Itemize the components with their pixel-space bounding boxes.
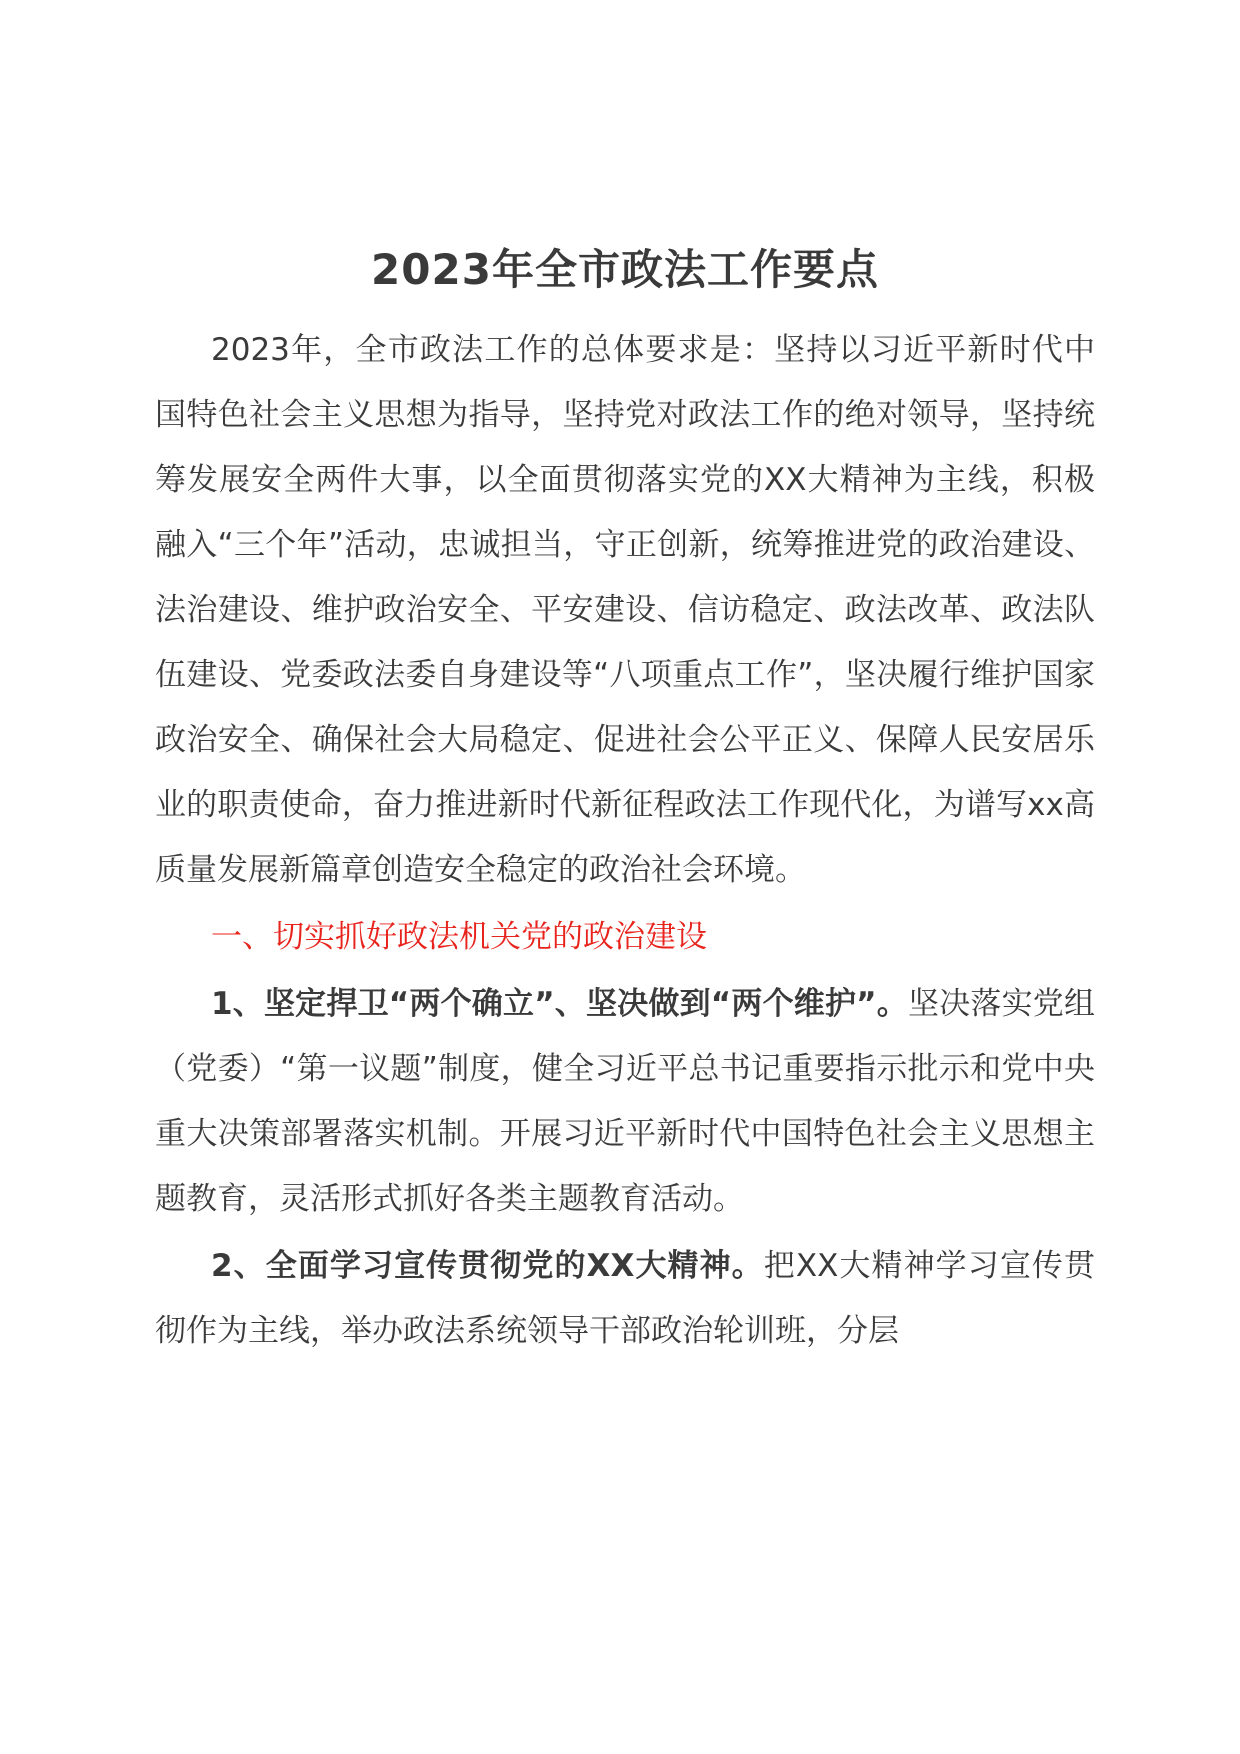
intro-paragraph: 2023年，全市政法工作的总体要求是：坚持以习近平新时代中国特色社会主义思想为指导，坚持党对政法工作的绝对领导，坚持统筹发展安全两件大事，以全面贯彻落实党的XX大精神为主线，积极融入“三个年”活动，忠诚担当，守正创新，统筹推进党的政治建设、法治建设、维护政治安全、平安建设、信访稳定、政法改革、政法队伍建设、党委政法委自身建设等“八项重点工作”，坚决履行维护国家政治安全、确保社会大局稳定、促进社会公平正义、保障人民安居乐业的职责使命，奋力推进新时代新征程政法工作现代化，为谱写xx高质量发展新篇章创造安全稳定的政治社会环境。: [155, 332, 1095, 888]
item-2-title: 2、全面学习宣传贯彻党的XX大精神。: [211, 1248, 764, 1284]
item-2-paragraph: [155, 1234, 1095, 1364]
document-title: 2023年全市政法工作要点: [371, 245, 879, 294]
document-page: [155, 240, 1095, 1364]
item-1-paragraph: [155, 972, 1095, 1232]
item-1-title: 1、坚定捍卫“两个确立”、坚决做到“两个维护”。: [211, 986, 908, 1022]
section-heading-1: 一、切实抓好政法机关党的政治建设: [211, 919, 707, 955]
item-2-body: 把XX大精神学习宣传贯彻作为主线，举办政法系统领导干部政治轮训班，分层: [155, 1248, 1095, 1349]
item-1-body: 坚决落实党组（党委）“第一议题”制度，健全习近平总书记重要指示批示和党中央重大决策部署落实机制。开展习近平新时代中国特色社会主义思想主题教育，灵活形式抓好各类主题教育活动。: [155, 986, 1095, 1217]
